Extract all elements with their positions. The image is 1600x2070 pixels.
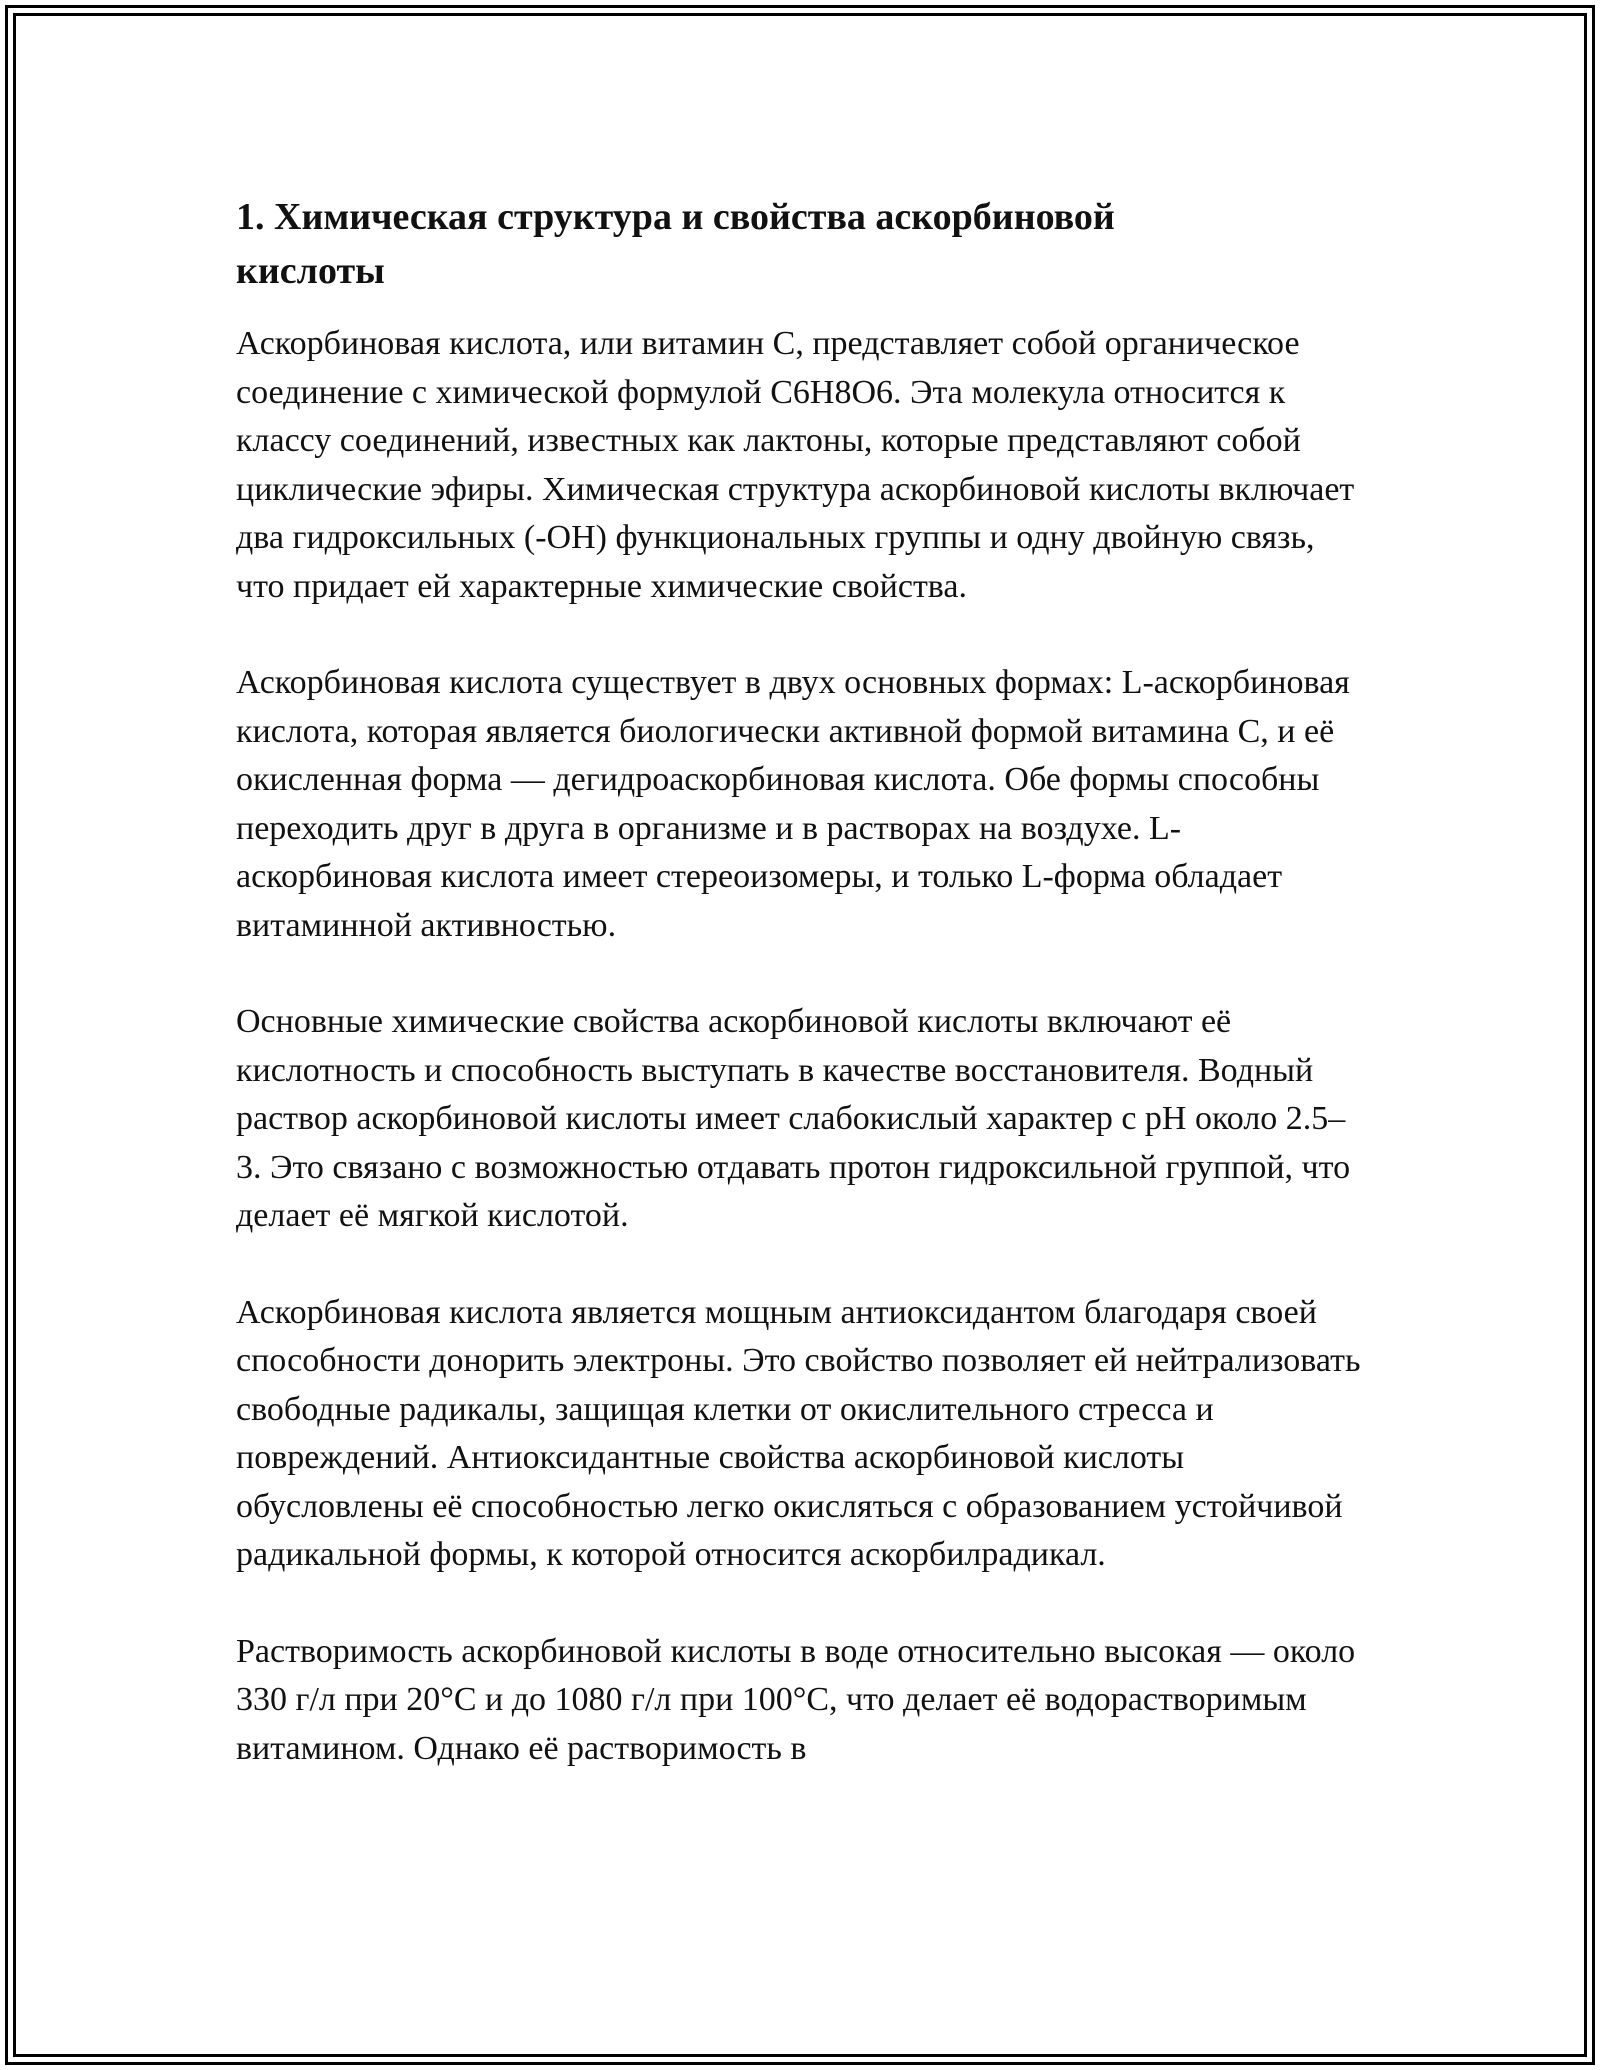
document-body — [236, 190, 1366, 1821]
paragraph-acidity: Основные химические свойства аскорбиновой кислоты включают её кислотность и способность выступать в качестве восстановителя. Водный раствор аскорбиновой кислоты имеет слабокислый характер с pH около 2.5–3. Это связано с возможностью отдавать протон гидроксильной группой, что делает её мягкой кислотой. — [236, 1003, 1351, 1234]
paragraph-forms: Аскорбиновая кислота существует в двух основных формах: L-аскорбиновая кислота, которая является биологически активной формой витамина C, и её окисленная форма — дегидроаскорбиновая кислота. Обе формы способны переходить друг в друга в организме и в растворах на воздухе. L-аскорбиновая кислота имеет стереоизомеры, и только L-форма обладает витаминной активностью. — [236, 664, 1350, 944]
paragraph-solubility: Растворимость аскорбиновой кислоты в воде относительно высокая — около 330 г/л при 20°C и до 1080 г/л при 100°C, что делает её водорастворимым витамином. Однако её растворимость в — [236, 1632, 1356, 1767]
paragraph-structure: Аскорбиновая кислота, или витамин C, представляет собой органическое соединение с химической формулой C6H8O6. Эта молекула относится к классу соединений, известных как лактоны, которые представляют собой циклические эфиры. Химическая структура аскорбиновой кислоты включает два гидроксильных (-OH) функциональных группы и одну двойную связь, что придает ей характерные химические свойства. — [236, 325, 1355, 605]
paragraph-antioxidant: Аскорбиновая кислота является мощным антиоксидантом благодаря своей способности донорить электроны. Это свойство позволяет ей нейтрализовать свободные радикалы, защищая клетки от окислительного стресса и повреждений. Антиоксидантные свойства аскорбиновой кислоты обусловлены её способностью легко окисляться с образованием устойчивой радикальной формы, к которой относится аскорбилрадикал. — [236, 1293, 1361, 1573]
section-heading: 1. Химическая структура и свойства аскорбиновой кислоты — [236, 196, 1115, 292]
